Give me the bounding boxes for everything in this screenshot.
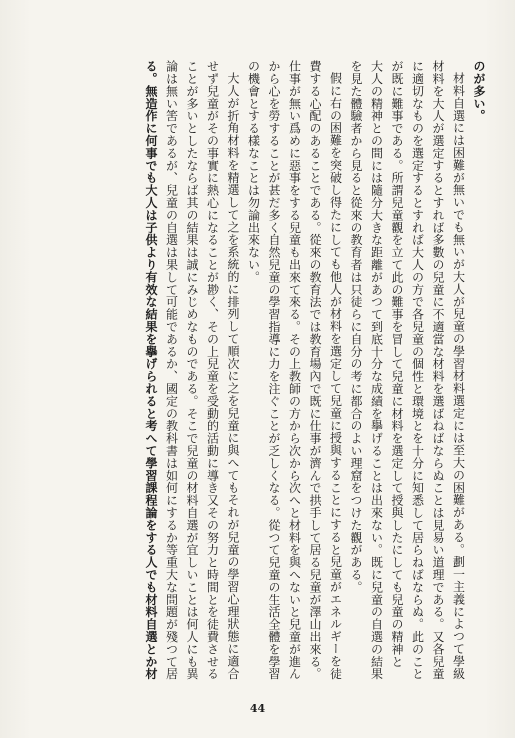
body-text	[34, 60, 489, 680]
text-column: 大人の精神との間には隨分大きな距離があつて到底十分な成績を擧げることは出來ない。既に兒童の自選の結果	[369, 60, 384, 680]
text-column: のが多い。	[472, 60, 486, 122]
page-number: 44	[249, 702, 266, 715]
text-column: の機會とする樣なことは勿論出來ない。	[246, 60, 261, 284]
text-column: が既に難事である。所謂兒童觀を立て此の難事を冒して兒童に材料を選定して授與したにしても兒童の精神と	[390, 60, 404, 668]
text-column: 大人が折角材料を精選して之を系統的に排列して順次に之を兒童に與へてもそれが兒童の學習心理狀態に適合	[226, 72, 240, 680]
text-column: に適切なものを選定するとすれば大人の方で各兒童の個性と環境とを十分に知悉して居らねばならぬ。此のこと	[410, 60, 425, 680]
text-column: 材料自選には困難が無いでも無いが大人が兒童の學習材料選定には至大の困難がある。劃一主義によつて學級	[451, 72, 466, 680]
text-column: せず兒童がその事實に熱心になることが尠く、その上兒童を受動的活動に導き又その努力と時間とを徒費させる	[205, 60, 220, 680]
text-column: る。無造作に何事でも大人は子供より有效な結果を擧げられると考へて學習課程論をする人でも材料自選とか材	[144, 60, 158, 680]
text-column: 材料を大人が選定するとすれば多數の兒童に不適當な材料を選ばねばならぬことは見易い道理である。又各兒童	[431, 60, 445, 680]
text-column: から心を勞することが甚だ多く自然兒童の學習指導に力を注ぐことが乏しくなる。從つて兒童の生活全體を學習	[267, 60, 281, 680]
text-column: 仕事が無い爲めに惡事をする兒童も出來て來る。その上教師の方から次から次へと材料を與へないと兒童が進ん	[287, 60, 302, 680]
text-column: 假に右の困難を突破し得たにしても他人が材料を選定して兒童に授與することにすると兒童がエネルギーを徒	[328, 72, 343, 680]
text-column: を見た體驗者から見ると從來の教育者は只徒らに自分の考に都合のよい理窟をつけた觀がある。	[349, 60, 363, 594]
text-column: ことが多いとしたならば其の結果は誠にみじめなものである。そこで兒童の材料自選が宜しいことは何人にも異	[185, 60, 199, 680]
text-column: 費する心配のあることである。從來の教育法では教育場內で既に仕事が濟んで拱手して居る兒童が澤山出來る。	[308, 60, 322, 680]
text-column: 論は無い筈であるが、兒童の自選は果して可能であるか、國定の教科書は如何にするか等重大な問題が殘つて居	[164, 60, 179, 680]
